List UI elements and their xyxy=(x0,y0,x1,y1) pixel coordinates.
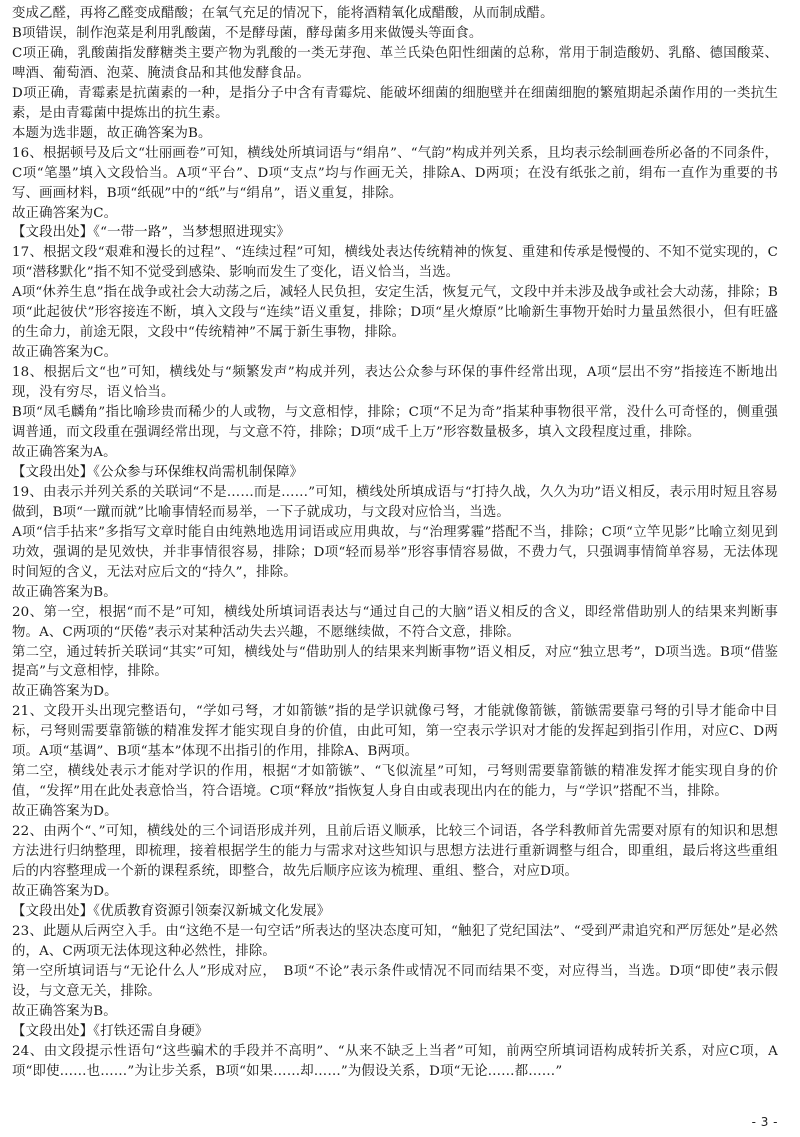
question-21-blank-1: 21、文段开头出现完整语句，“学如弓弩，才如箭镞”指的是学识就像弓弩，才能就像箭镞，箭镞需要靠弓弩的引导才能命中目标，弓弩则需要靠箭镞的精准发挥才能实现自身的价值，由此可知，第一空表示学识对才能的发挥起到指引作用，对应C、D两项。A项“基调”、B项“基本”体现不出指引的作用，排除A、B两项。 xyxy=(12,704,778,760)
answer-line: 故正确答案为C。 xyxy=(12,345,118,361)
answer-line: 故正确答案为B。 xyxy=(12,584,117,600)
question-24-analysis: 24、由文段提示性语句“这些骗术的手段并不高明”、“从来不缺乏上当者”可知，前两空所填词语构成转折关系，对应C项，A项“即使……也……”为让步关系，B项“如果……却……”为假设关系，D项“无论……都……” xyxy=(12,1043,778,1079)
source-note: 【文段出处】《优质教育资源引领秦汉新城文化发展》 xyxy=(12,903,331,919)
question-22-analysis: 22、由两个“、”可知，横线处的三个词语形成并列，且前后语义顺承，比较三个词语，各学科教师首先需要对原有的知识和思想方法进行归纳整理，即梳理，接着根据学生的能力与需求对这些知识与思想方法进行重新调整与组合，即重组，最后将这些重组后的内容整理成一个新的课程系统，即整合，故先后顺序应该为梳理、重组、整合，对应D项。 xyxy=(12,824,778,879)
question-20-blank-1: 20、第一空，根据“而不是”可知，横线处所填词语表达与“通过自己的大脑”语义相反的含义，即经常借助别人的结果来判断事物。A、C两项的“厌倦”表示对某种活动失去兴趣，不愿继续做，不符合文意，排除。 xyxy=(12,604,778,640)
question-21-blank-2: 第二空，横线处表示才能对学识的作用，根据“才如箭镞”、“飞似流星”可知，弓弩则需要靠箭镞的精准发挥才能实现自身的价值，“发挥”用在此处表意恰当，符合语境。C项“释放”指恢复人身自由或表现出内在的能力，与“学识”搭配不当，排除。 xyxy=(12,764,778,800)
paragraph-continuation: 变成乙醛，再将乙醛变成醋酸；在氧气充足的情况下，能将酒精氧化成醋酸，从而制成醋。 xyxy=(12,6,554,21)
source-note: 【文段出处】《公众参与环保维权尚需机制保障》 xyxy=(12,464,304,480)
question-20-blank-2: 第二空，通过转折关联词“其实”可知，横线处与“借助别人的结果来判断事物”语义相反，对应“独立思考”，D项当选。B项“借鉴提高”与文意相悖，排除。 xyxy=(12,644,778,680)
answer-line: 故正确答案为D。 xyxy=(12,684,118,700)
question-19-analysis: 19、由表示并列关系的关联词“不是……而是……”可知，横线处所填成语与“打持久战，久久为功”语义相反，表示用时短且容易做到，B项“一蹴而就”比喻事情轻而易举，一下子就成功，与文段对应恰当，当选。 xyxy=(12,484,778,520)
answer-line: 故正确答案为D。 xyxy=(12,883,118,899)
source-note: 【文段出处】《打铁还需自身硬》 xyxy=(12,1023,209,1039)
answer-line: 故正确答案为A。 xyxy=(12,444,117,460)
answer-line: 故正确答案为B。 xyxy=(12,1003,117,1019)
question-19-options: A项“信手拈来”多指写文章时能自由纯熟地选用词语或应用典故，与“治理雾霾”搭配不当，排除；C项“立竿见影”比喻立刻见到功效，强调的是见效快，并非事情很容易，排除；D项“轻而易举”形容事情容易做，不费力气，只强调事情简单容易，无法体现时间短的含义，无法对应后文的“持久”，排除。 xyxy=(12,524,778,580)
question-17-analysis: 17、根据文段“艰难和漫长的过程”、“连续过程”可知，横线处表达传统精神的恢复、重建和传承是慢慢的、不知不觉实现的，C项“潜移默化”指不知不觉受到感染、影响而发生了变化，语义恰当，当选。 xyxy=(12,245,778,281)
page-number: - 3 - xyxy=(751,1115,778,1130)
paragraph-option-c: C项正确，乳酸菌指发酵糖类主要产物为乳酸的一类无芽孢、革兰氏染色阳性细菌的总称，常用于制造酸奶、乳酪、德国酸菜、啤酒、葡萄酒、泡菜、腌渍食品和其他发酵食品。 xyxy=(12,45,778,81)
paragraph-option-b: B项错误，制作泡菜是利用乳酸菌，不是酵母菌，酵母菌多用来做馒头等面食。 xyxy=(12,25,483,41)
question-16-analysis: 16、根据顿号及后文“壮丽画卷”可知，横线处所填词语与“绢帛”、“气韵”构成并列关系，且均表示绘制画卷所必备的不同条件，C项“笔墨”填入文段恰当。A项“平台”、D项“支点”均与作画无关，排除A、D两项；在没有纸张之前，绢布一直作为重要的书写、画画材料，B项“纸砚”中的“纸”与“绢帛”，语义重复，排除。 xyxy=(12,145,778,201)
question-18-analysis: 18、根据后文“也”可知，横线处与“频繁发声”构成并列，表达公众参与环保的事件经常出现，A项“层出不穷”指接连不断地出现，没有穷尽，语义恰当。 xyxy=(12,365,778,401)
question-17-options: A项“休养生息”指在战争或社会大动荡之后，减轻人民负担，安定生活，恢复元气，文段中并未涉及战争或社会大动荡，排除；B项“此起彼伏”形容接连不断，填入文段与“连续”语义重复，排除；D项“星火燎原”比喻新生事物开始时力量虽然很小，但有旺盛的生命力，前途无限，文段中“传统精神”不属于新生事物，排除。 xyxy=(12,285,778,341)
question-18-options: B项“凤毛麟角”指比喻珍贵而稀少的人或物，与文意相悖，排除；C项“不足为奇”指某种事物很平常，没什么可奇怪的，侧重强调普通，而文段重在强调经常出现，与文意不符，排除；D项“成千上万”形容数量极多，填入文段程度过重，排除。 xyxy=(12,405,778,441)
source-note: 【文段出处】《“一带一路”，当梦想照进现实》 xyxy=(12,225,291,241)
answer-line: 故正确答案为C。 xyxy=(12,205,118,221)
question-23-analysis: 23、此题从后两空入手。由“这绝不是一句空话”所表达的坚决态度可知，“触犯了党纪国法”、“受到严肃追究和严厉惩处”是必然的，A、C两项无法体现这种必然性，排除。 xyxy=(12,923,778,959)
question-23-blank-1: 第一空所填词语与“无论什么人”形成对应， B项“不论”表示条件或情况不同而结果不变，对应得当，当选。D项“即使”表示假设，与文意无关，排除。 xyxy=(12,963,778,999)
document-body xyxy=(12,4,778,1081)
paragraph-option-d: D项正确，青霉素是抗菌素的一种，是指分子中含有青霉烷、能破坏细菌的细胞壁并在细菌细胞的繁殖期起杀菌作用的一类抗生素，是由青霉菌中提炼出的抗生素。 xyxy=(12,85,778,121)
answer-line: 本题为选非题，故正确答案为B。 xyxy=(12,125,212,141)
answer-line: 故正确答案为D。 xyxy=(12,804,118,820)
